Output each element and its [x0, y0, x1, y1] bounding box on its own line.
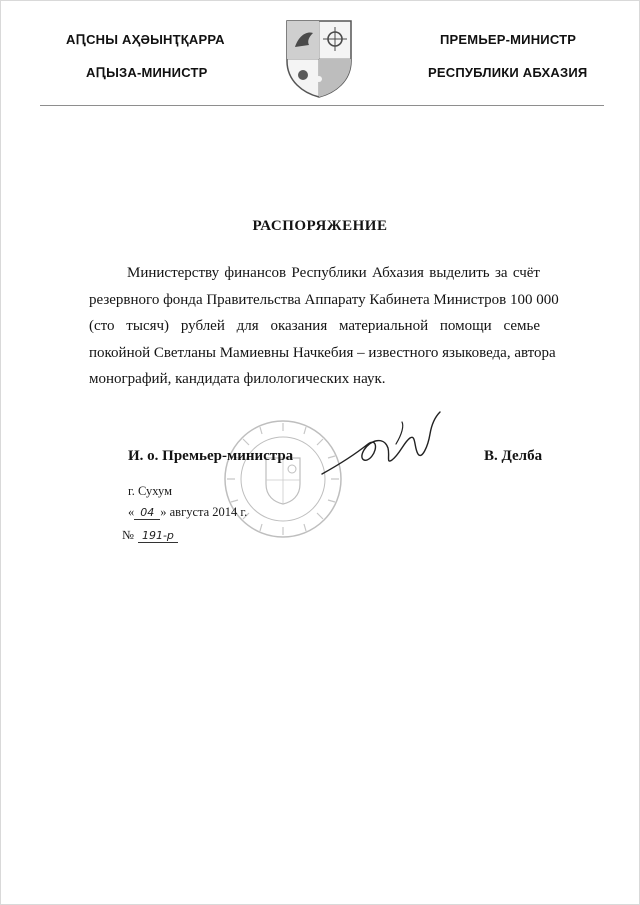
issue-date: [128, 505, 247, 520]
document-number: [122, 528, 178, 543]
issue-city: г. Сухум: [128, 484, 173, 498]
header-left-line1: АԤСНЫ АҲӘЫНҬҚАРРА: [66, 32, 225, 47]
body-line: монографий, кандидата филологических наук.: [89, 371, 386, 387]
header-divider: [40, 105, 604, 106]
body-line: (сто тысяч) рублей для оказания материальной помощи семье: [89, 318, 540, 334]
body-line: Министерству финансов Республики Абхазия выделить за счёт: [127, 265, 540, 281]
date-open-quote: «: [128, 505, 135, 519]
document-body: [89, 260, 559, 393]
signatory-role: И. о. Премьер-министра: [128, 448, 294, 464]
date-day-handwritten: 04: [134, 507, 160, 520]
number-handwritten: 191-р: [138, 530, 178, 543]
header-left-line2: АԤЫЗА-МИНИСТР: [86, 65, 208, 80]
number-label: №: [122, 528, 134, 542]
header-right-line2: РЕСПУБЛИКИ АБХАЗИЯ: [428, 65, 588, 80]
body-line: резервного фонда Правительства Аппарату Кабинета Министров 100 000: [89, 291, 559, 308]
body-line: покойной Светланы Мамиевны Начкебия – известного языковеда, автора: [89, 344, 556, 361]
state-emblem-icon: [283, 17, 355, 99]
date-rest: » августа 2014 г.: [160, 505, 248, 519]
header-right-line1: ПРЕМЬЕР-МИНИСТР: [440, 32, 577, 47]
signatory-name: В. Делба: [484, 448, 543, 464]
document-title: РАСПОРЯЖЕНИЕ: [252, 218, 388, 234]
handwritten-signature-icon: [318, 408, 448, 480]
